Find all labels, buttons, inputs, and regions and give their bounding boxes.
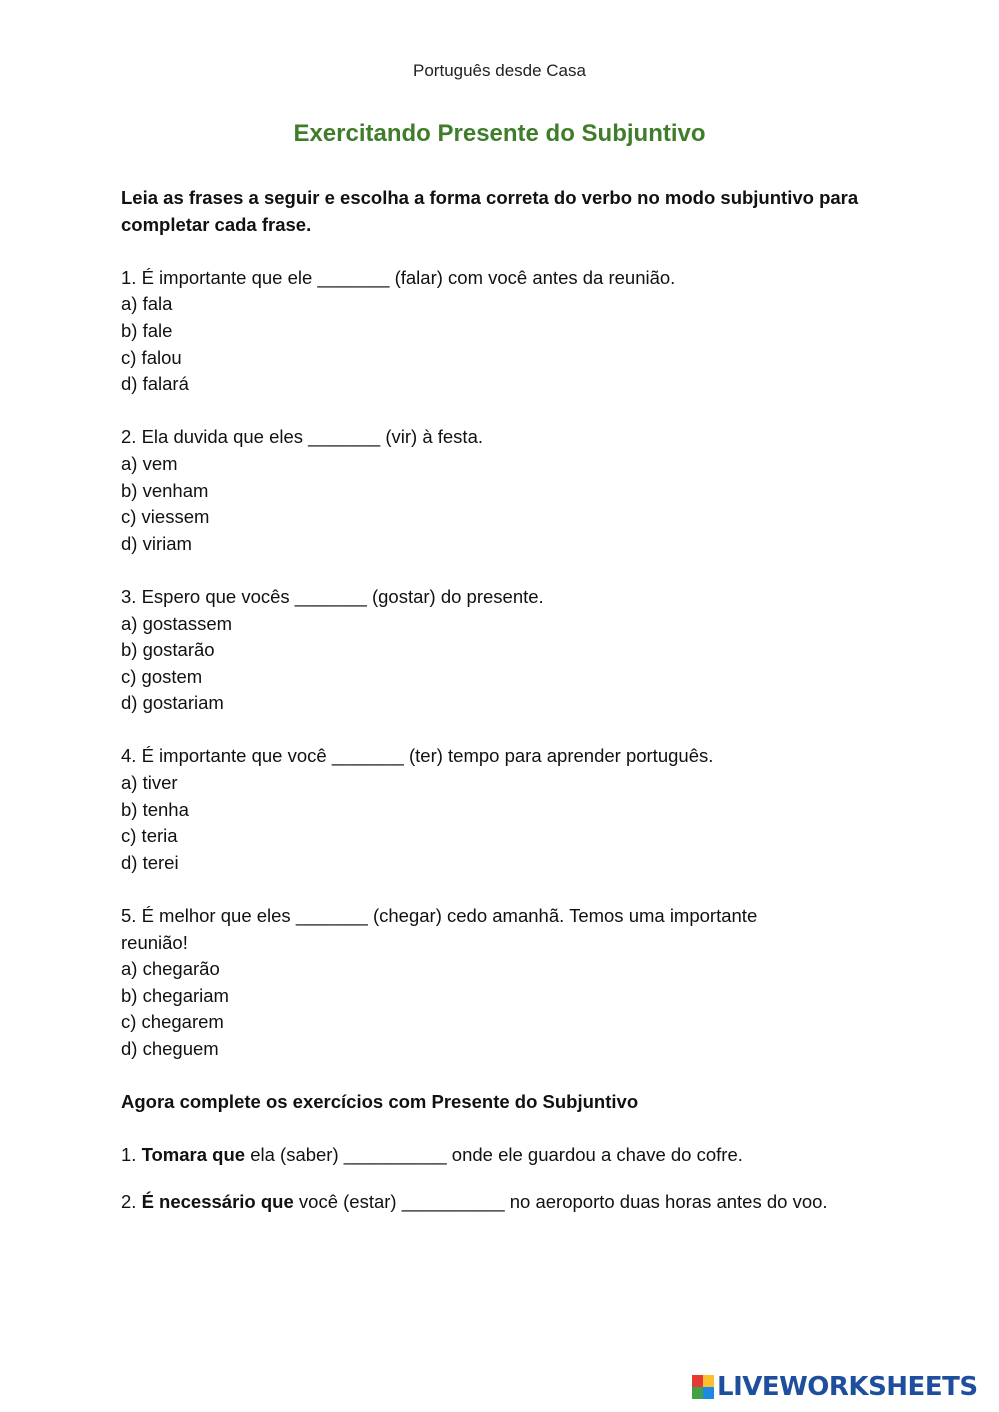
logo-square-red bbox=[692, 1375, 703, 1387]
option-b[interactable]: b) venham bbox=[121, 479, 209, 501]
logo-mark-icon bbox=[692, 1375, 714, 1399]
page-header: Português desde Casa bbox=[413, 61, 586, 80]
item-number: 1. bbox=[121, 1144, 137, 1166]
logo-square-yellow bbox=[703, 1375, 714, 1387]
question-prompt: 3. Espero que vocês _______ (gostar) do presente. bbox=[121, 585, 544, 607]
item-trigger: É necessário que bbox=[141, 1190, 294, 1212]
option-a[interactable]: a) fala bbox=[121, 293, 173, 315]
item-text: você (estar) __________ no aeroporto duas horas antes do voo. bbox=[298, 1190, 828, 1212]
item-text: ela (saber) __________ onde ele guardou a chave do cofre. bbox=[250, 1144, 743, 1166]
question-4 bbox=[121, 743, 901, 876]
option-a[interactable]: a) tiver bbox=[121, 772, 178, 794]
option-d[interactable]: d) viriam bbox=[121, 532, 192, 554]
question-5 bbox=[121, 903, 901, 1063]
question-prompt: 2. Ela duvida que eles _______ (vir) à festa. bbox=[121, 426, 484, 448]
option-c[interactable]: c) viessem bbox=[121, 506, 210, 528]
question-prompt: 4. É importante que você _______ (ter) tempo para aprender português. bbox=[121, 745, 714, 767]
logo-square-green bbox=[692, 1387, 703, 1399]
section-title: Agora complete os exercícios com Presente do Subjuntivo bbox=[121, 1091, 639, 1113]
option-d[interactable]: d) gostariam bbox=[121, 692, 224, 714]
logo-text: LIVEWORKSHEETS bbox=[717, 1372, 978, 1402]
option-d[interactable]: d) falará bbox=[121, 373, 189, 395]
question-3 bbox=[121, 584, 901, 717]
option-a[interactable]: a) vem bbox=[121, 452, 178, 474]
worksheet-content bbox=[121, 185, 901, 1245]
option-a[interactable]: a) gostassem bbox=[121, 612, 233, 634]
question-prompt: 5. É melhor que eles _______ (chegar) cedo amanhã. Temos uma importante reunião! bbox=[121, 905, 758, 953]
option-d[interactable]: d) cheguem bbox=[121, 1038, 219, 1059]
option-c[interactable]: c) chegarem bbox=[121, 1011, 224, 1033]
option-a[interactable]: a) chegarão bbox=[121, 958, 220, 980]
fill-item-1[interactable] bbox=[121, 1142, 901, 1169]
option-b[interactable]: b) chegariam bbox=[121, 984, 229, 1006]
option-c[interactable]: c) teria bbox=[121, 825, 178, 847]
instructions: Leia as frases a seguir e escolha a forma correta do verbo no modo subjuntivo para completar cada frase. bbox=[121, 187, 859, 235]
question-1 bbox=[121, 265, 901, 398]
option-d[interactable]: d) terei bbox=[121, 851, 179, 873]
question-2 bbox=[121, 424, 901, 557]
logo-square-blue bbox=[703, 1387, 714, 1399]
option-c[interactable]: c) falou bbox=[121, 346, 182, 368]
option-b[interactable]: b) tenha bbox=[121, 798, 189, 820]
option-b[interactable]: b) gostarão bbox=[121, 639, 215, 661]
item-number: 2. bbox=[121, 1190, 137, 1212]
fill-item-2[interactable] bbox=[121, 1179, 856, 1225]
item-trigger: Tomara que bbox=[141, 1144, 246, 1166]
liveworksheets-logo bbox=[692, 1372, 978, 1402]
option-c[interactable]: c) gostem bbox=[121, 665, 203, 687]
option-b[interactable]: b) fale bbox=[121, 319, 173, 341]
question-prompt: 1. É importante que ele _______ (falar) com você antes da reunião. bbox=[121, 266, 676, 288]
page-title: Exercitando Presente do Subjuntivo bbox=[293, 120, 706, 147]
